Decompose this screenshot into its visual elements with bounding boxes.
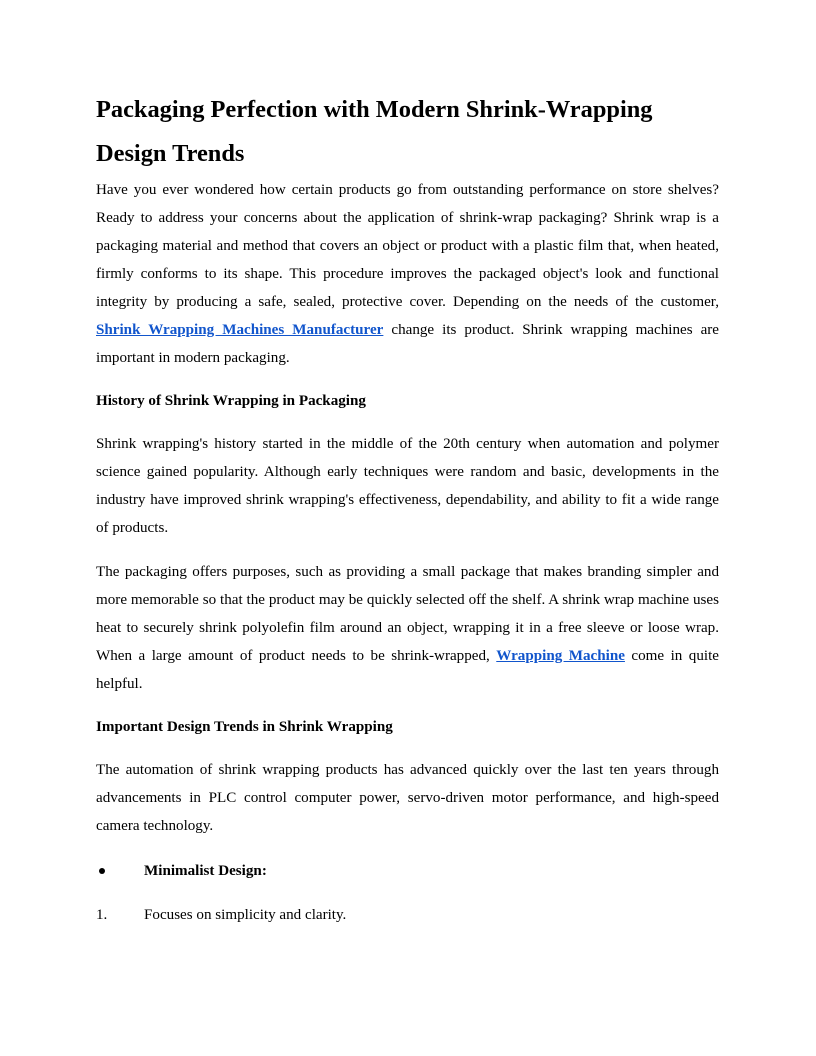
bullet-item-text: Minimalist Design: xyxy=(144,863,267,879)
design-trends-paragraph: The automation of shrink wrapping products has advanced quickly over the last ten years through advancements in PLC control computer power, servo-driven motor performance, and high-speed camera technology. xyxy=(96,762,719,834)
intro-paragraph xyxy=(96,176,719,372)
history-p2-before-link: The packaging offers purposes, such as providing a small package that makes branding simpler and more memorable so that the product may be quickly selected off the shelf. A shrink wrap machine uses heat to securely shrink polyolefin film around an object, wrapping it in a free sleeve or loose wrap. When a large amount of product needs to be shrink-wrapped, xyxy=(96,564,719,664)
history-heading: History of Shrink Wrapping in Packaging xyxy=(96,393,366,409)
design-trends-heading: Important Design Trends in Shrink Wrapping xyxy=(96,719,393,735)
intro-text-after-link: change its product. Shrink wrapping machines are important in modern packaging. xyxy=(96,322,719,366)
wrapping-machine-link[interactable]: Wrapping Machine xyxy=(496,648,625,664)
intro-text-before-link: Have you ever wondered how certain products go from outstanding performance on store shelves? Ready to address your concerns about the application of shrink-wrap packaging? Shrink wrap is a packaging material and method that covers an object or product with a plastic film that, when heated, firmly conforms to its shape. This procedure improves the packaged object's look and functional integrity by producing a safe, sealed, protective cover. Depending on the needs of the customer, xyxy=(96,182,719,310)
numbered-item-text: Focuses on simplicity and clarity. xyxy=(144,907,347,923)
numbered-list-item xyxy=(96,901,719,929)
manufacturer-link[interactable]: Shrink Wrapping Machines Manufacturer xyxy=(96,322,384,338)
history-paragraph-1: Shrink wrapping's history started in the middle of the 20th century when automation and polymer science gained popularity. Although early techniques were random and basic, developments in the industry have improved shrink wrapping's effectiveness, dependability, and ability to fit a wide range of products. xyxy=(96,436,719,536)
bullet-icon xyxy=(99,868,105,874)
history-paragraph-2 xyxy=(96,558,719,698)
numbered-item-marker: 1. xyxy=(96,907,108,923)
document-page xyxy=(96,88,719,929)
history-p2-after-link: come in quite helpful. xyxy=(96,648,719,692)
bullet-list-item xyxy=(96,857,719,885)
page-title: Packaging Perfection with Modern Shrink-Wrapping Design Trends xyxy=(96,96,653,167)
